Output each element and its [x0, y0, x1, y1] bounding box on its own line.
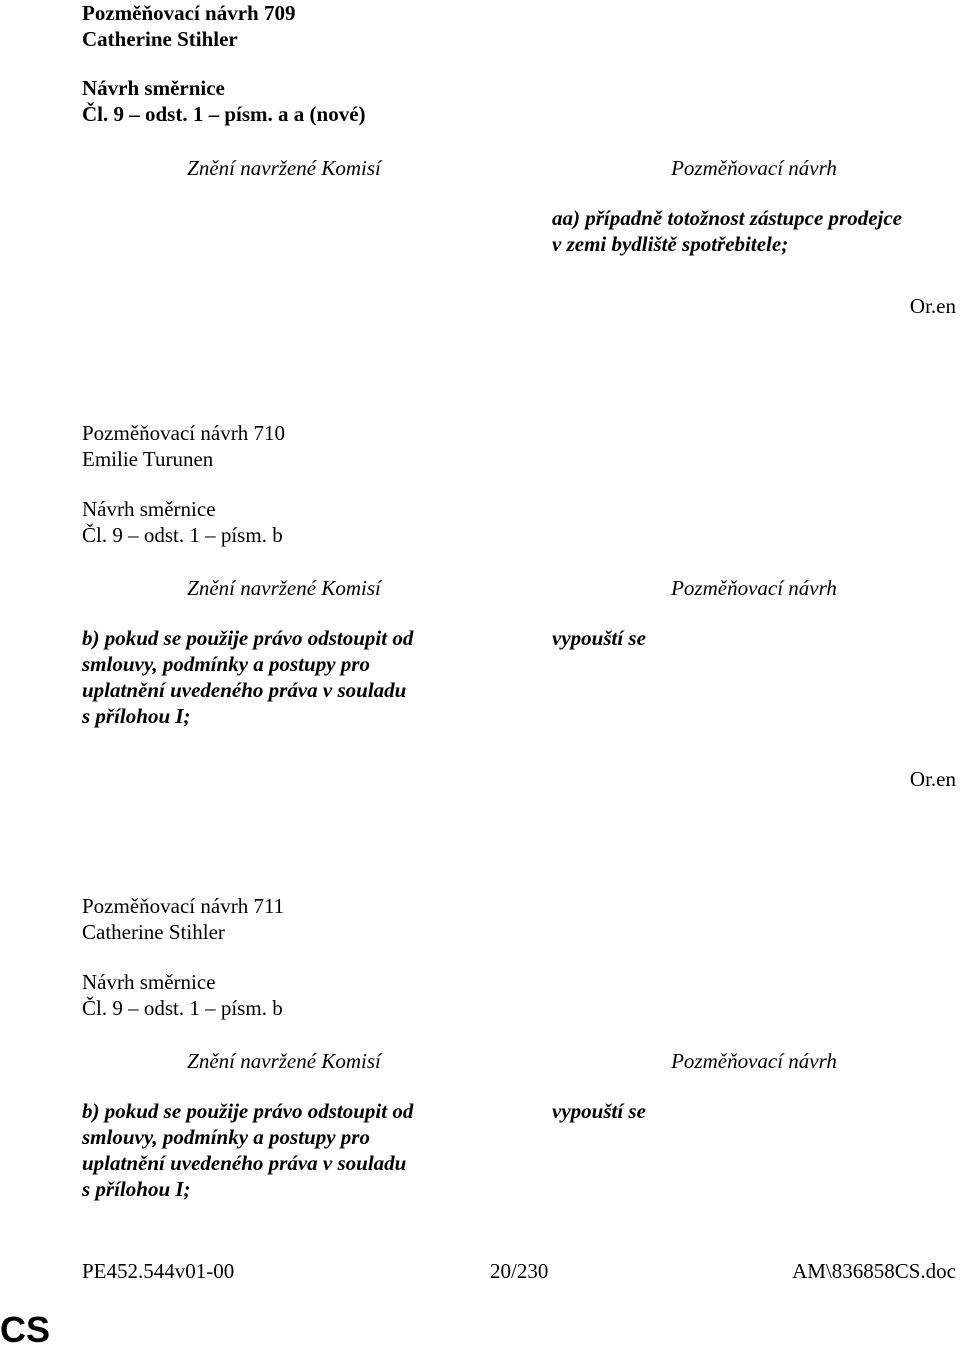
amendment-710-amended-text-line: vypouští se [552, 626, 646, 650]
amendment-710-author: Emilie Turunen [82, 447, 214, 471]
amendment-710-title: Pozměňovací návrh 710 [82, 421, 285, 445]
footer-page-number: 20/230 [490, 1259, 549, 1283]
amendment-711-proposal: Návrh směrnice [82, 970, 216, 994]
amendment-710-commission-text-line: uplatnění uvedeného práva v souladu [82, 678, 407, 702]
amendment-710-proposal: Návrh směrnice [82, 497, 216, 521]
amendment-711-commission-text-line: uplatnění uvedeného práva v souladu [82, 1151, 407, 1175]
amendment-711-article: Čl. 9 – odst. 1 – písm. b [82, 996, 283, 1020]
amendment-710-commission-text-line: smlouvy, podmínky a postupy pro [82, 652, 370, 676]
amendment-711-commission-text-line: s přílohou I; [82, 1177, 191, 1201]
amendment-710-commission-text-line: b) pokud se použije právo odstoupit od [82, 626, 414, 650]
amendment-710-original-language: Or.en [909, 767, 956, 791]
amendment-709-original-language: Or.en [909, 294, 956, 318]
footer-language-code: CS [0, 1309, 51, 1350]
amendment-711-commission-heading: Znění navržené Komisí [187, 1049, 381, 1073]
amendment-709-commission-heading: Znění navržené Komisí [187, 156, 381, 180]
amendment-709-amended-text-line: aa) případně totožnost zástupce prodejce [552, 206, 902, 230]
amendment-711-author: Catherine Stihler [82, 920, 225, 944]
amendment-711-amended-text-line: vypouští se [552, 1099, 646, 1123]
amendment-709-author: Catherine Stihler [82, 27, 238, 51]
amendment-709-proposal: Návrh směrnice [82, 76, 225, 100]
amendment-710-article: Čl. 9 – odst. 1 – písm. b [82, 523, 283, 547]
amendment-709-article: Čl. 9 – odst. 1 – písm. a a (nové) [82, 102, 366, 126]
amendment-711-commission-text-line: smlouvy, podmínky a postupy pro [82, 1125, 370, 1149]
amendment-710-commission-text-line: s přílohou I; [82, 704, 191, 728]
amendment-709-amendment-heading: Pozměňovací návrh [671, 156, 837, 180]
amendment-709-title: Pozměňovací návrh 709 [82, 1, 296, 25]
amendment-711-commission-text-line: b) pokud se použije právo odstoupit od [82, 1099, 414, 1123]
amendment-711-amendment-heading: Pozměňovací návrh [671, 1049, 837, 1073]
footer-file-name: AM\836858CS.doc [792, 1259, 956, 1283]
footer-doc-reference: PE452.544v01-00 [82, 1259, 235, 1283]
amendment-711-title: Pozměňovací návrh 711 [82, 894, 285, 918]
amendment-710-amendment-heading: Pozměňovací návrh [671, 576, 837, 600]
amendment-710-commission-heading: Znění navržené Komisí [187, 576, 381, 600]
amendment-709-amended-text-line: v zemi bydliště spotřebitele; [552, 232, 789, 256]
